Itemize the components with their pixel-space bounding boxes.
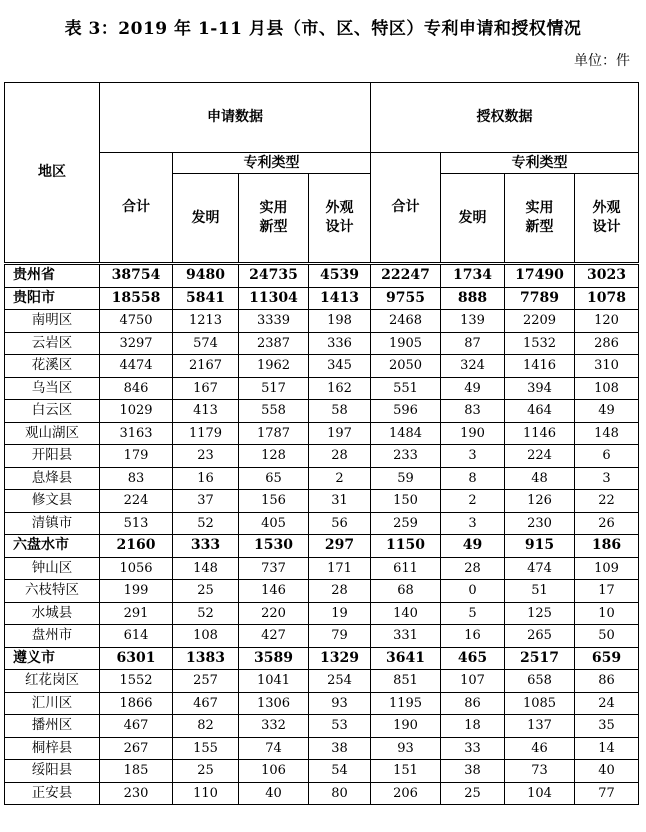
value-cell: 68 bbox=[371, 580, 441, 603]
value-cell: 254 bbox=[309, 670, 371, 693]
value-cell: 2 bbox=[441, 490, 505, 513]
header-region: 地区 bbox=[5, 83, 100, 264]
value-cell: 53 bbox=[309, 715, 371, 738]
region-name-cell: 水城县 bbox=[5, 602, 100, 625]
region-name-cell: 南明区 bbox=[5, 310, 100, 333]
value-cell: 33 bbox=[441, 737, 505, 760]
value-cell: 52 bbox=[173, 602, 239, 625]
value-cell: 26 bbox=[575, 512, 639, 535]
region-name-cell: 红花岗区 bbox=[5, 670, 100, 693]
value-cell: 79 bbox=[309, 625, 371, 648]
table-row bbox=[5, 557, 639, 580]
value-cell: 467 bbox=[100, 715, 173, 738]
value-cell: 50 bbox=[575, 625, 639, 648]
value-cell: 49 bbox=[441, 535, 505, 558]
value-cell: 1195 bbox=[371, 692, 441, 715]
value-cell: 109 bbox=[575, 557, 639, 580]
table-row bbox=[5, 760, 639, 783]
value-cell: 35 bbox=[575, 715, 639, 738]
value-cell: 58 bbox=[309, 400, 371, 423]
value-cell: 614 bbox=[100, 625, 173, 648]
header-apply: 申请数据 bbox=[100, 83, 371, 153]
value-cell: 230 bbox=[100, 782, 173, 805]
region-name-cell: 六盘水市 bbox=[5, 535, 100, 558]
value-cell: 25 bbox=[173, 580, 239, 603]
region-name-cell: 播州区 bbox=[5, 715, 100, 738]
value-cell: 49 bbox=[441, 377, 505, 400]
table-row bbox=[5, 264, 639, 288]
value-cell: 1078 bbox=[575, 287, 639, 310]
value-cell: 6301 bbox=[100, 647, 173, 670]
value-cell: 1213 bbox=[173, 310, 239, 333]
value-cell: 3641 bbox=[371, 647, 441, 670]
value-cell: 574 bbox=[173, 332, 239, 355]
value-cell: 4539 bbox=[309, 264, 371, 288]
table-row bbox=[5, 670, 639, 693]
value-cell: 93 bbox=[371, 737, 441, 760]
value-cell: 74 bbox=[239, 737, 309, 760]
value-cell: 1029 bbox=[100, 400, 173, 423]
value-cell: 3 bbox=[441, 445, 505, 468]
value-cell: 139 bbox=[441, 310, 505, 333]
value-cell: 297 bbox=[309, 535, 371, 558]
value-cell: 104 bbox=[505, 782, 575, 805]
value-cell: 2387 bbox=[239, 332, 309, 355]
table-row bbox=[5, 467, 639, 490]
region-name-cell: 六枝特区 bbox=[5, 580, 100, 603]
header-grant-patent-type: 专利类型 bbox=[441, 153, 639, 174]
value-cell: 83 bbox=[100, 467, 173, 490]
value-cell: 5841 bbox=[173, 287, 239, 310]
value-cell: 23 bbox=[173, 445, 239, 468]
table-row bbox=[5, 310, 639, 333]
value-cell: 3 bbox=[441, 512, 505, 535]
value-cell: 405 bbox=[239, 512, 309, 535]
region-name-cell: 修文县 bbox=[5, 490, 100, 513]
value-cell: 82 bbox=[173, 715, 239, 738]
value-cell: 40 bbox=[575, 760, 639, 783]
header-grant-design-text: 外观设计 bbox=[592, 200, 621, 235]
header-grant-utility bbox=[505, 174, 575, 264]
value-cell: 1413 bbox=[309, 287, 371, 310]
region-name-cell: 汇川区 bbox=[5, 692, 100, 715]
region-name-cell: 贵州省 bbox=[5, 264, 100, 288]
value-cell: 40 bbox=[239, 782, 309, 805]
region-name-cell: 开阳县 bbox=[5, 445, 100, 468]
value-cell: 167 bbox=[173, 377, 239, 400]
value-cell: 83 bbox=[441, 400, 505, 423]
value-cell: 25 bbox=[173, 760, 239, 783]
value-cell: 1179 bbox=[173, 422, 239, 445]
value-cell: 1734 bbox=[441, 264, 505, 288]
region-name-cell: 白云区 bbox=[5, 400, 100, 423]
value-cell: 10 bbox=[575, 602, 639, 625]
value-cell: 846 bbox=[100, 377, 173, 400]
region-name-cell: 正安县 bbox=[5, 782, 100, 805]
value-cell: 611 bbox=[371, 557, 441, 580]
value-cell: 155 bbox=[173, 737, 239, 760]
value-cell: 257 bbox=[173, 670, 239, 693]
value-cell: 28 bbox=[309, 445, 371, 468]
value-cell: 3589 bbox=[239, 647, 309, 670]
value-cell: 1905 bbox=[371, 332, 441, 355]
value-cell: 146 bbox=[239, 580, 309, 603]
value-cell: 199 bbox=[100, 580, 173, 603]
value-cell: 1306 bbox=[239, 692, 309, 715]
table-row bbox=[5, 715, 639, 738]
value-cell: 206 bbox=[371, 782, 441, 805]
value-cell: 3 bbox=[575, 467, 639, 490]
value-cell: 52 bbox=[173, 512, 239, 535]
table-row bbox=[5, 647, 639, 670]
value-cell: 915 bbox=[505, 535, 575, 558]
header-grant-total: 合计 bbox=[371, 153, 441, 264]
value-cell: 14 bbox=[575, 737, 639, 760]
table-row bbox=[5, 490, 639, 513]
value-cell: 888 bbox=[441, 287, 505, 310]
header-grant-utility-text: 实用新型 bbox=[525, 200, 554, 235]
value-cell: 24 bbox=[575, 692, 639, 715]
value-cell: 658 bbox=[505, 670, 575, 693]
value-cell: 38 bbox=[309, 737, 371, 760]
region-name-cell: 绥阳县 bbox=[5, 760, 100, 783]
value-cell: 7789 bbox=[505, 287, 575, 310]
value-cell: 3023 bbox=[575, 264, 639, 288]
value-cell: 186 bbox=[575, 535, 639, 558]
value-cell: 151 bbox=[371, 760, 441, 783]
value-cell: 2 bbox=[309, 467, 371, 490]
value-cell: 59 bbox=[371, 467, 441, 490]
value-cell: 28 bbox=[309, 580, 371, 603]
region-name-cell: 贵阳市 bbox=[5, 287, 100, 310]
value-cell: 3297 bbox=[100, 332, 173, 355]
value-cell: 2050 bbox=[371, 355, 441, 378]
value-cell: 51 bbox=[505, 580, 575, 603]
value-cell: 125 bbox=[505, 602, 575, 625]
value-cell: 259 bbox=[371, 512, 441, 535]
value-cell: 224 bbox=[505, 445, 575, 468]
value-cell: 737 bbox=[239, 557, 309, 580]
table-row bbox=[5, 445, 639, 468]
value-cell: 464 bbox=[505, 400, 575, 423]
value-cell: 1383 bbox=[173, 647, 239, 670]
value-cell: 46 bbox=[505, 737, 575, 760]
value-cell: 197 bbox=[309, 422, 371, 445]
header-grant: 授权数据 bbox=[371, 83, 639, 153]
value-cell: 171 bbox=[309, 557, 371, 580]
value-cell: 1041 bbox=[239, 670, 309, 693]
value-cell: 324 bbox=[441, 355, 505, 378]
value-cell: 230 bbox=[505, 512, 575, 535]
value-cell: 345 bbox=[309, 355, 371, 378]
table-row bbox=[5, 422, 639, 445]
region-name-cell: 乌当区 bbox=[5, 377, 100, 400]
value-cell: 517 bbox=[239, 377, 309, 400]
value-cell: 291 bbox=[100, 602, 173, 625]
value-cell: 18558 bbox=[100, 287, 173, 310]
value-cell: 331 bbox=[371, 625, 441, 648]
value-cell: 558 bbox=[239, 400, 309, 423]
value-cell: 28 bbox=[441, 557, 505, 580]
value-cell: 190 bbox=[441, 422, 505, 445]
table-row bbox=[5, 625, 639, 648]
region-name-cell: 观山湖区 bbox=[5, 422, 100, 445]
value-cell: 22 bbox=[575, 490, 639, 513]
value-cell: 2160 bbox=[100, 535, 173, 558]
value-cell: 310 bbox=[575, 355, 639, 378]
value-cell: 1484 bbox=[371, 422, 441, 445]
value-cell: 1056 bbox=[100, 557, 173, 580]
value-cell: 17490 bbox=[505, 264, 575, 288]
value-cell: 137 bbox=[505, 715, 575, 738]
value-cell: 1085 bbox=[505, 692, 575, 715]
value-cell: 77 bbox=[575, 782, 639, 805]
value-cell: 93 bbox=[309, 692, 371, 715]
value-cell: 31 bbox=[309, 490, 371, 513]
value-cell: 11304 bbox=[239, 287, 309, 310]
region-name-cell: 清镇市 bbox=[5, 512, 100, 535]
value-cell: 156 bbox=[239, 490, 309, 513]
value-cell: 37 bbox=[173, 490, 239, 513]
value-cell: 224 bbox=[100, 490, 173, 513]
value-cell: 179 bbox=[100, 445, 173, 468]
header-apply-patent-type: 专利类型 bbox=[173, 153, 371, 174]
header-apply-utility-text: 实用新型 bbox=[259, 200, 288, 235]
value-cell: 2468 bbox=[371, 310, 441, 333]
value-cell: 49 bbox=[575, 400, 639, 423]
table-row bbox=[5, 377, 639, 400]
value-cell: 336 bbox=[309, 332, 371, 355]
value-cell: 73 bbox=[505, 760, 575, 783]
region-name-cell: 桐梓县 bbox=[5, 737, 100, 760]
value-cell: 25 bbox=[441, 782, 505, 805]
value-cell: 148 bbox=[173, 557, 239, 580]
value-cell: 332 bbox=[239, 715, 309, 738]
value-cell: 9755 bbox=[371, 287, 441, 310]
value-cell: 1787 bbox=[239, 422, 309, 445]
table-row bbox=[5, 535, 639, 558]
value-cell: 190 bbox=[371, 715, 441, 738]
header-grant-design bbox=[575, 174, 639, 264]
value-cell: 150 bbox=[371, 490, 441, 513]
value-cell: 2209 bbox=[505, 310, 575, 333]
value-cell: 3339 bbox=[239, 310, 309, 333]
region-name-cell: 息烽县 bbox=[5, 467, 100, 490]
header-apply-invention: 发明 bbox=[173, 174, 239, 264]
value-cell: 1962 bbox=[239, 355, 309, 378]
value-cell: 467 bbox=[173, 692, 239, 715]
value-cell: 474 bbox=[505, 557, 575, 580]
value-cell: 48 bbox=[505, 467, 575, 490]
value-cell: 110 bbox=[173, 782, 239, 805]
header-apply-design bbox=[309, 174, 371, 264]
page-title: 表 3：2019 年 1-11 月县（市、区、特区）专利申请和授权情况 bbox=[64, 19, 582, 39]
value-cell: 2517 bbox=[505, 647, 575, 670]
value-cell: 24735 bbox=[239, 264, 309, 288]
value-cell: 3163 bbox=[100, 422, 173, 445]
value-cell: 65 bbox=[239, 467, 309, 490]
value-cell: 56 bbox=[309, 512, 371, 535]
value-cell: 162 bbox=[309, 377, 371, 400]
value-cell: 233 bbox=[371, 445, 441, 468]
value-cell: 54 bbox=[309, 760, 371, 783]
value-cell: 108 bbox=[575, 377, 639, 400]
value-cell: 198 bbox=[309, 310, 371, 333]
region-name-cell: 花溪区 bbox=[5, 355, 100, 378]
value-cell: 16 bbox=[173, 467, 239, 490]
table-row bbox=[5, 580, 639, 603]
table-row bbox=[5, 602, 639, 625]
value-cell: 22247 bbox=[371, 264, 441, 288]
value-cell: 1146 bbox=[505, 422, 575, 445]
unit-label: 单位：件 bbox=[574, 53, 630, 69]
value-cell: 86 bbox=[575, 670, 639, 693]
value-cell: 1416 bbox=[505, 355, 575, 378]
table-row bbox=[5, 782, 639, 805]
patent-table bbox=[4, 82, 639, 805]
region-name-cell: 钟山区 bbox=[5, 557, 100, 580]
value-cell: 1329 bbox=[309, 647, 371, 670]
table-row bbox=[5, 400, 639, 423]
value-cell: 286 bbox=[575, 332, 639, 355]
table-row bbox=[5, 287, 639, 310]
value-cell: 18 bbox=[441, 715, 505, 738]
header-apply-total: 合计 bbox=[100, 153, 173, 264]
value-cell: 106 bbox=[239, 760, 309, 783]
value-cell: 16 bbox=[441, 625, 505, 648]
value-cell: 551 bbox=[371, 377, 441, 400]
table-row bbox=[5, 355, 639, 378]
value-cell: 333 bbox=[173, 535, 239, 558]
table-row bbox=[5, 737, 639, 760]
value-cell: 128 bbox=[239, 445, 309, 468]
value-cell: 2167 bbox=[173, 355, 239, 378]
value-cell: 427 bbox=[239, 625, 309, 648]
value-cell: 86 bbox=[441, 692, 505, 715]
table-row bbox=[5, 692, 639, 715]
header-apply-utility bbox=[239, 174, 309, 264]
value-cell: 38754 bbox=[100, 264, 173, 288]
table-body bbox=[5, 264, 639, 805]
value-cell: 1552 bbox=[100, 670, 173, 693]
header-grant-invention: 发明 bbox=[441, 174, 505, 264]
value-cell: 1866 bbox=[100, 692, 173, 715]
value-cell: 220 bbox=[239, 602, 309, 625]
value-cell: 120 bbox=[575, 310, 639, 333]
region-name-cell: 遵义市 bbox=[5, 647, 100, 670]
value-cell: 1532 bbox=[505, 332, 575, 355]
value-cell: 140 bbox=[371, 602, 441, 625]
value-cell: 267 bbox=[100, 737, 173, 760]
value-cell: 87 bbox=[441, 332, 505, 355]
value-cell: 38 bbox=[441, 760, 505, 783]
value-cell: 4474 bbox=[100, 355, 173, 378]
region-name-cell: 盘州市 bbox=[5, 625, 100, 648]
value-cell: 5 bbox=[441, 602, 505, 625]
value-cell: 465 bbox=[441, 647, 505, 670]
value-cell: 596 bbox=[371, 400, 441, 423]
value-cell: 394 bbox=[505, 377, 575, 400]
value-cell: 0 bbox=[441, 580, 505, 603]
table-row bbox=[5, 512, 639, 535]
value-cell: 107 bbox=[441, 670, 505, 693]
value-cell: 1530 bbox=[239, 535, 309, 558]
value-cell: 126 bbox=[505, 490, 575, 513]
value-cell: 17 bbox=[575, 580, 639, 603]
value-cell: 80 bbox=[309, 782, 371, 805]
region-name-cell: 云岩区 bbox=[5, 332, 100, 355]
value-cell: 108 bbox=[173, 625, 239, 648]
value-cell: 185 bbox=[100, 760, 173, 783]
value-cell: 148 bbox=[575, 422, 639, 445]
value-cell: 851 bbox=[371, 670, 441, 693]
value-cell: 1150 bbox=[371, 535, 441, 558]
value-cell: 19 bbox=[309, 602, 371, 625]
value-cell: 265 bbox=[505, 625, 575, 648]
table-row bbox=[5, 332, 639, 355]
value-cell: 513 bbox=[100, 512, 173, 535]
value-cell: 4750 bbox=[100, 310, 173, 333]
value-cell: 6 bbox=[575, 445, 639, 468]
header-apply-design-text: 外观设计 bbox=[325, 200, 354, 235]
value-cell: 659 bbox=[575, 647, 639, 670]
value-cell: 8 bbox=[441, 467, 505, 490]
value-cell: 9480 bbox=[173, 264, 239, 288]
value-cell: 413 bbox=[173, 400, 239, 423]
